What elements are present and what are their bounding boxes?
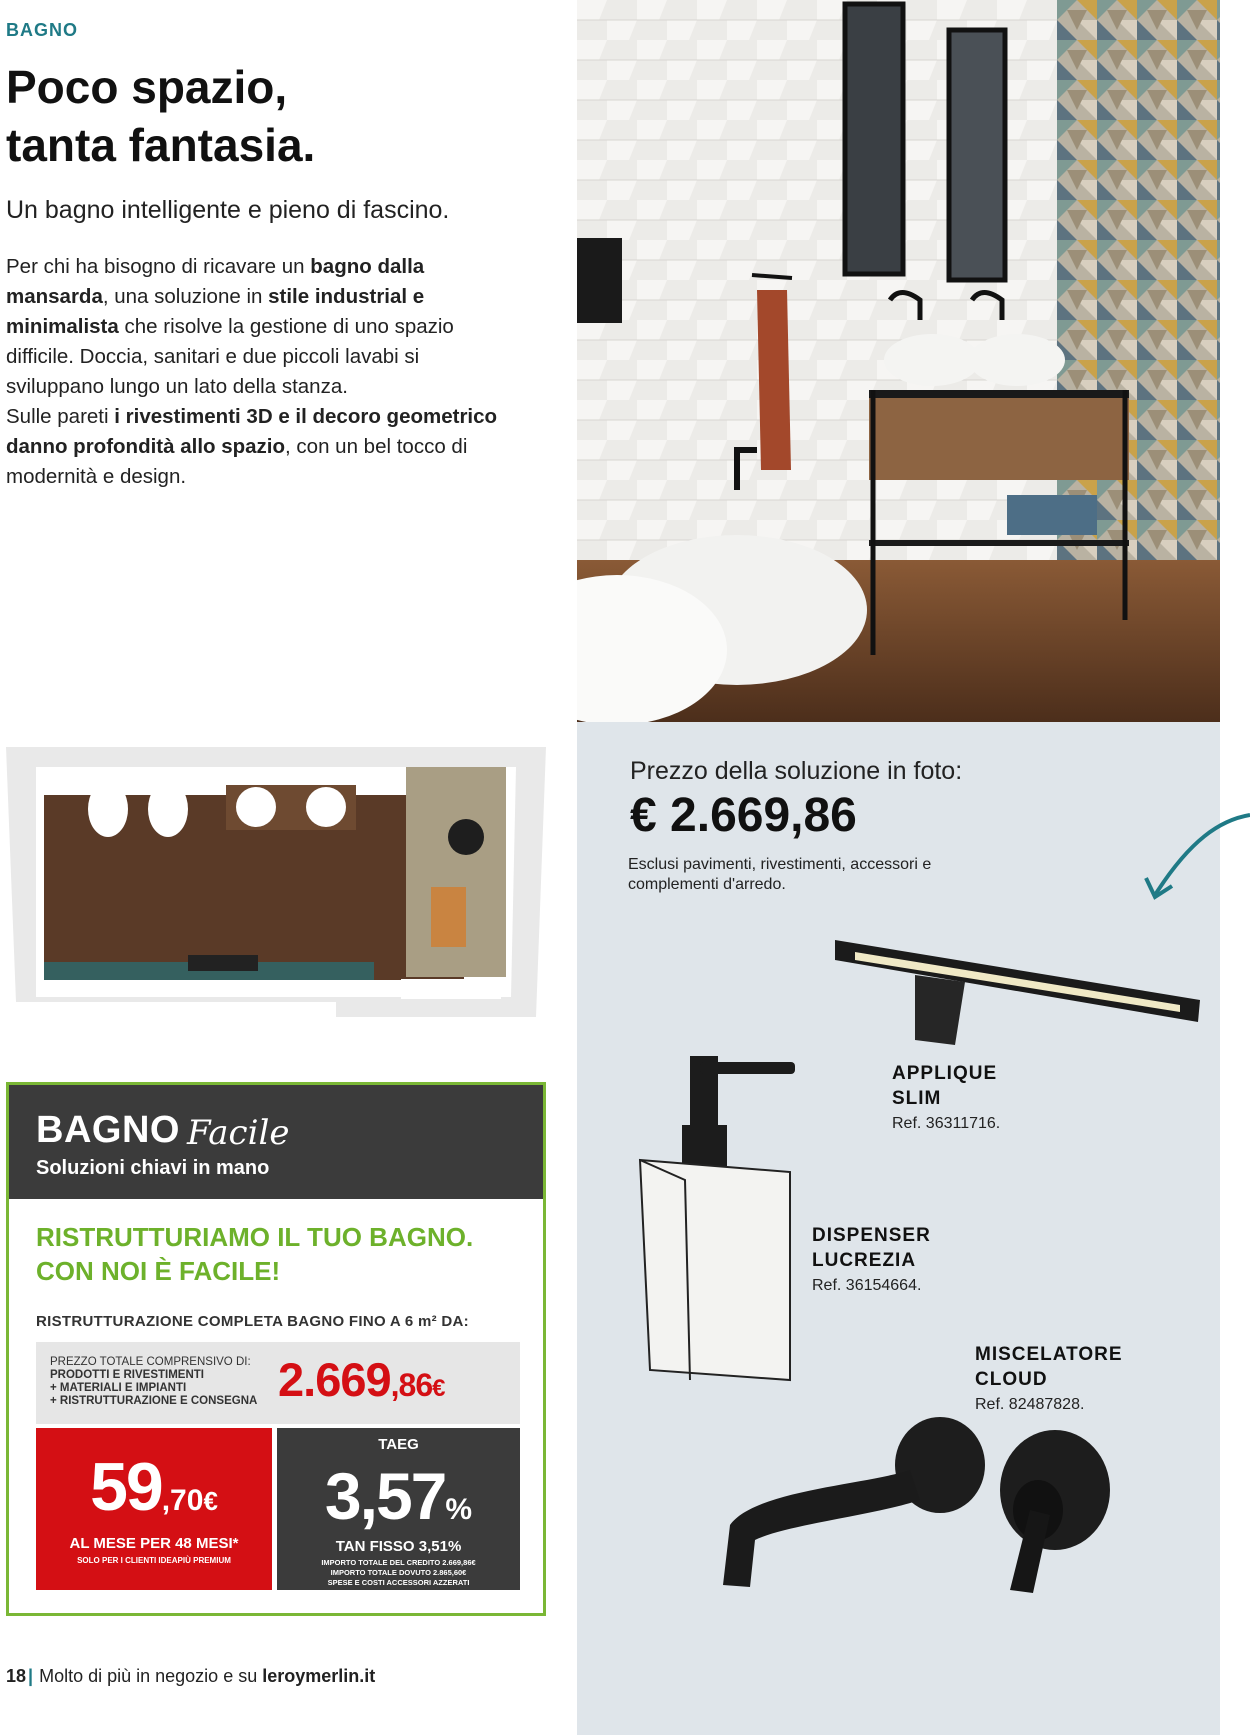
footer-text: Molto di più in negozio e su — [39, 1666, 263, 1686]
monthly-rate — [36, 1448, 272, 1526]
total-desc-line-1: PREZZO TOTALE COMPRENSIVO DI: — [50, 1356, 251, 1368]
body-paragraph — [6, 252, 506, 492]
price-note: Esclusi pavimenti, rivestimenti, accessori e complementi d'arredo. — [628, 856, 932, 893]
mixer-tap-image — [715, 1415, 1125, 1615]
tan-label: TAN FISSO 3,51% — [335, 1538, 462, 1555]
body-bold-3: i rivestimenti 3D e il decoro geometrico danno profondità allo spazio — [6, 405, 498, 458]
product-name-line-1: MISCELATORE — [975, 1344, 1123, 1365]
product-miscelatore — [975, 1342, 1123, 1414]
promo-box — [6, 1082, 546, 1616]
tan-note-line-1: IMPORTO TOTALE DEL CREDITO 2.669,86€ — [321, 1558, 476, 1567]
total-price-int: 2.669 — [278, 1353, 391, 1406]
total-desc-line-2: PRODOTTI E RIVESTIMENTI — [50, 1369, 204, 1381]
promo-header — [9, 1085, 543, 1199]
promo-title — [36, 1220, 473, 1288]
body-text-1: Per chi ha bisogno di ricavare un — [6, 255, 311, 278]
section-tag: BAGNO — [6, 20, 78, 40]
product-applique — [892, 1061, 1000, 1133]
arrow-icon — [1140, 800, 1250, 910]
headline-line-1: Poco spazio, — [6, 61, 288, 113]
body-text-4: Sulle pareti — [6, 405, 115, 428]
promo-brand: BAGNO — [36, 1109, 180, 1151]
total-price-description — [50, 1356, 257, 1408]
promo-brand-script: Facile — [187, 1113, 290, 1153]
promo-subheading: RISTRUTTURAZIONE COMPLETA BAGNO FINO A 6 m² DA: — [36, 1313, 469, 1330]
total-price — [278, 1352, 444, 1407]
headline-line-2: tanta fantasia. — [6, 119, 316, 171]
footer-separator: | — [28, 1666, 34, 1686]
monthly-label: AL MESE PER 48 MESI* — [69, 1535, 239, 1552]
total-price-box — [36, 1342, 520, 1424]
monthly-currency: € — [203, 1486, 218, 1516]
taeg-int: 3,57 — [324, 1459, 446, 1533]
applique-lamp-image — [830, 930, 1200, 1050]
body-bold-1: bagno dalla mansarda — [6, 255, 425, 308]
bathroom-photo — [577, 0, 1220, 722]
body-bold-2: stile industrial e minimalista — [6, 285, 425, 338]
floor-plan-illustration — [6, 747, 546, 1025]
promo-brand-subtitle: Soluzioni chiavi in mano — [36, 1157, 270, 1179]
subtitle: Un bagno intelligente e pieno di fascino. — [6, 196, 450, 224]
product-ref: Ref. 36311716. — [892, 1115, 1001, 1132]
total-desc-line-4: + RISTRUTTURAZIONE E CONSEGNA — [50, 1395, 258, 1407]
promo-title-line-1: RISTRUTTURIAMO IL TUO BAGNO. — [36, 1222, 474, 1252]
body-text-2: , una soluzione in — [102, 285, 269, 308]
bathroom-illustration — [577, 0, 1220, 722]
taeg-label: TAEG — [378, 1436, 419, 1453]
product-dispenser — [812, 1223, 931, 1295]
total-desc-line-3: + MATERIALI E IMPIANTI — [50, 1382, 187, 1394]
monthly-note: SOLO PER I CLIENTI IDEAPIÙ PREMIUM — [77, 1556, 231, 1565]
tan-note-line-3: SPESE E COSTI ACCESSORI AZZERATI — [327, 1578, 470, 1587]
product-name-line-2: SLIM — [892, 1088, 942, 1109]
total-price-currency: € — [432, 1375, 445, 1402]
product-ref: Ref. 82487828. — [975, 1396, 1085, 1413]
body-text-3: che risolve la gestione di uno spazio difficile. Doccia, sanitari e due piccoli lavabi si sviluppano lungo un lato della stanza. — [6, 315, 454, 398]
product-name-line-1: DISPENSER — [812, 1225, 931, 1246]
dispenser-image — [630, 1050, 800, 1385]
monthly-rate-box — [36, 1428, 272, 1590]
footer-site-link[interactable]: leroymerlin.it — [262, 1666, 376, 1686]
body-text-5: , con un bel tocco di modernità e design. — [6, 435, 468, 488]
product-name-line-1: APPLIQUE — [892, 1063, 998, 1084]
taeg-box — [277, 1428, 520, 1590]
monthly-dec: ,70 — [161, 1484, 204, 1517]
taeg-pct: % — [445, 1493, 473, 1526]
product-name-line-2: LUCREZIA — [812, 1250, 917, 1271]
promo-title-line-2: CON NOI È FACILE! — [36, 1256, 281, 1286]
page-number: 18 — [6, 1666, 27, 1686]
page-footer — [6, 1666, 375, 1687]
tan-note-line-2: IMPORTO TOTALE DOVUTO 2.865,60€ — [330, 1568, 467, 1577]
taeg-value — [277, 1458, 520, 1534]
price-label: Prezzo della soluzione in foto: — [630, 757, 963, 785]
tan-note — [277, 1558, 520, 1588]
price-value: € 2.669,86 — [630, 789, 857, 842]
product-name-line-2: CLOUD — [975, 1369, 1048, 1390]
product-ref: Ref. 36154664. — [812, 1277, 922, 1294]
monthly-int: 59 — [90, 1449, 162, 1525]
total-price-dec: ,86 — [390, 1367, 433, 1403]
page-title — [6, 58, 546, 174]
floor-plan-render — [6, 747, 546, 1025]
